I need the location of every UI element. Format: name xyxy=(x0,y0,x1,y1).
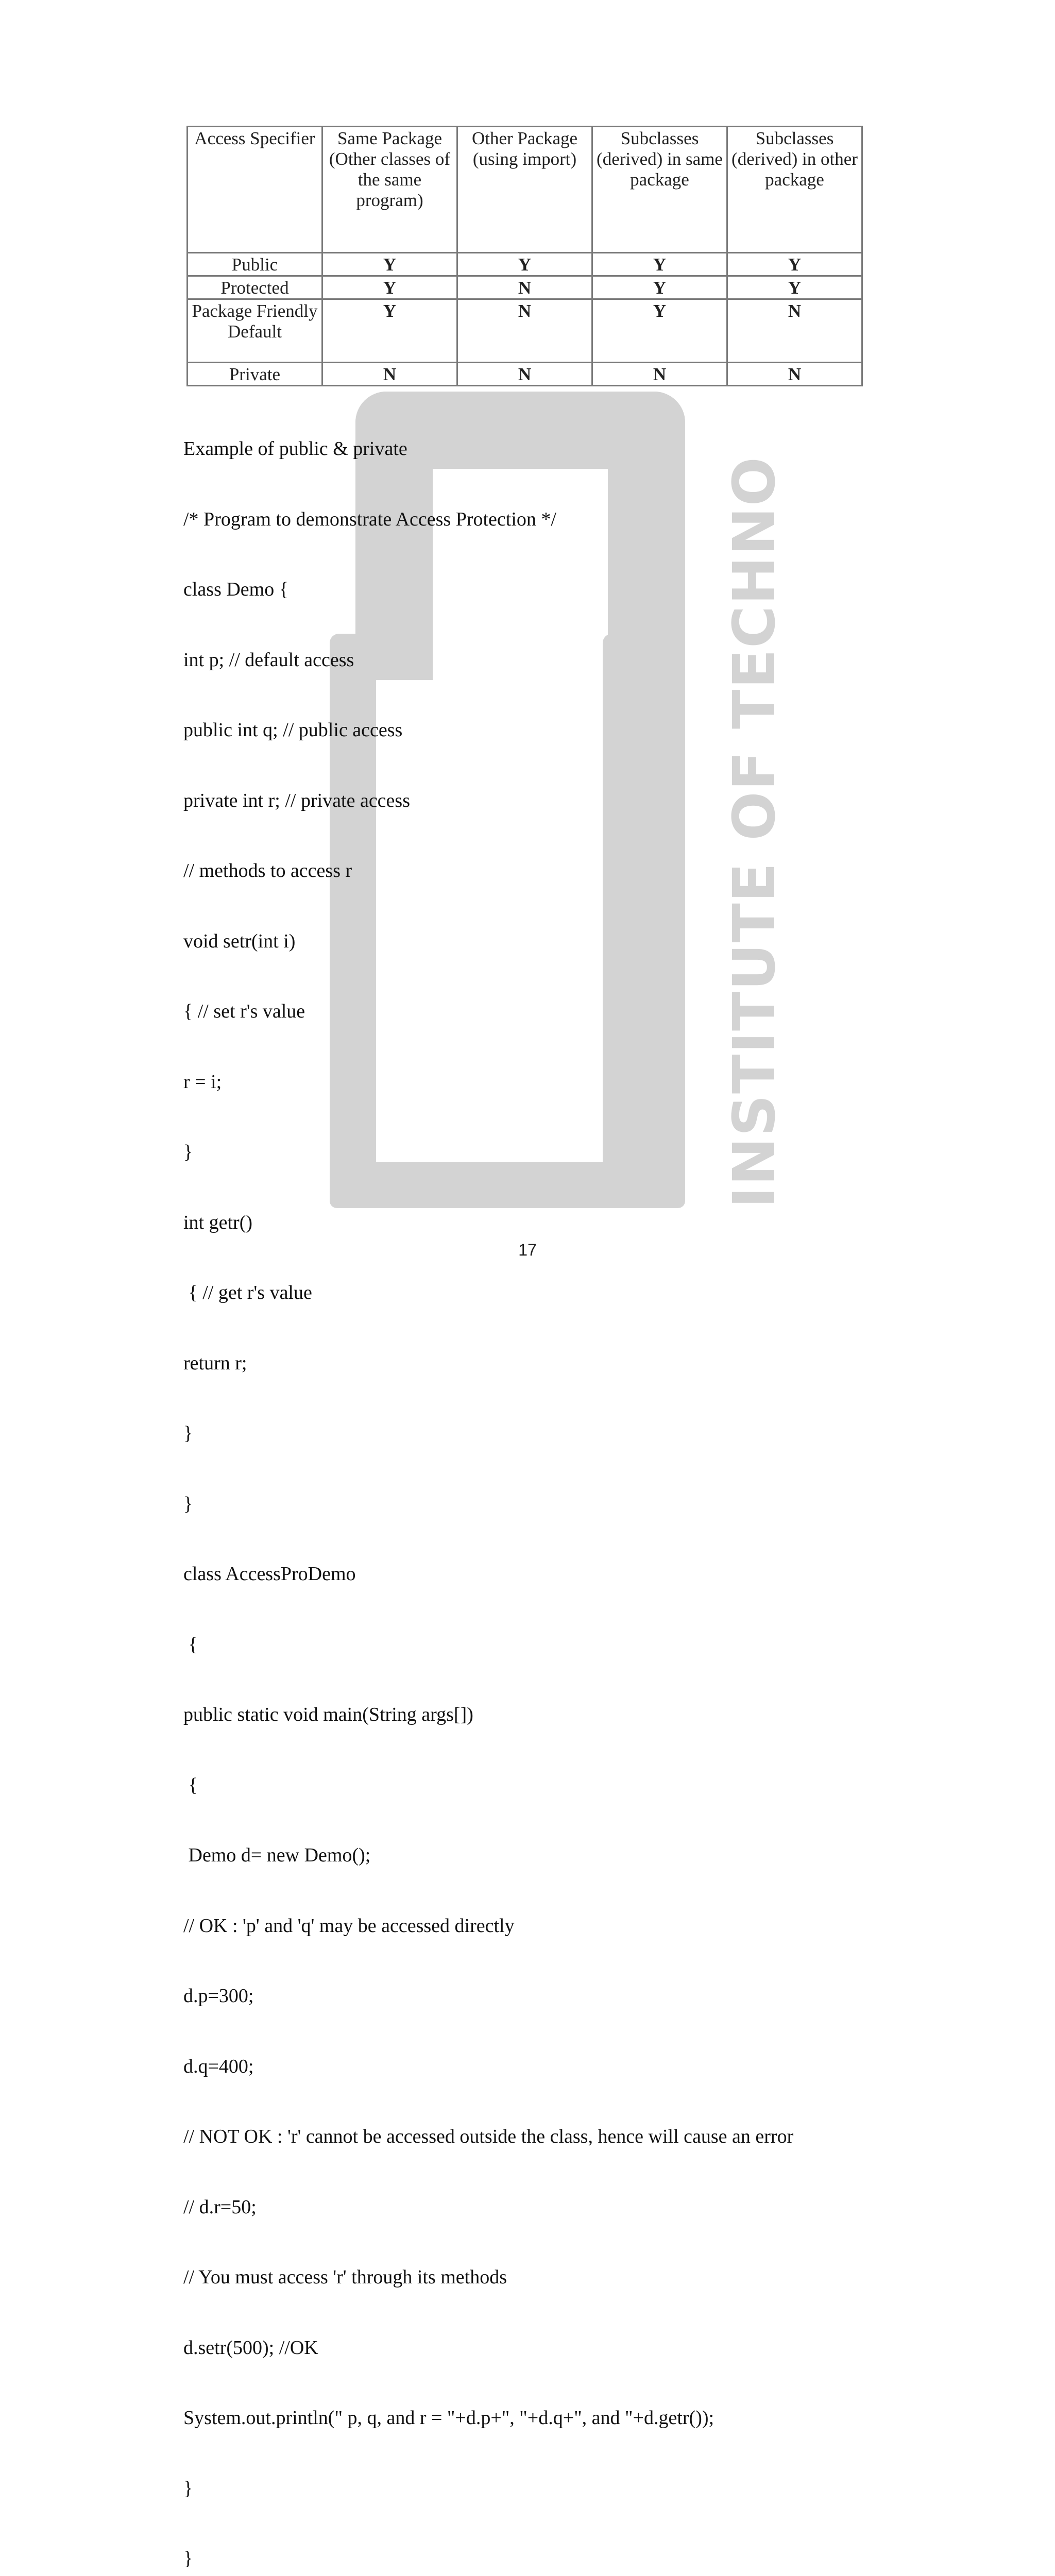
code-line: class Demo { xyxy=(183,579,288,600)
table-header-cell: Access Specifier xyxy=(188,127,322,253)
code-line: { // get r's value xyxy=(183,1282,312,1303)
page-number: 17 xyxy=(518,1241,537,1259)
code-line: void setr(int i) xyxy=(183,930,296,952)
code-line: } xyxy=(183,1422,193,1444)
code-line: public int q; // public access xyxy=(183,719,403,741)
row-label: Package Friendly Default xyxy=(188,299,322,363)
row-label: Private xyxy=(188,363,322,386)
code-line: System.out.println(" p, q, and r = "+d.p+", "+d.q+", and "+d.getr()); xyxy=(183,2407,714,2429)
code-line: // You must access 'r' through its methods xyxy=(183,2266,507,2288)
code-line: public static void main(String args[]) xyxy=(183,1704,473,1725)
code-line: r = i; xyxy=(183,1071,222,1093)
access-specifier-table xyxy=(186,126,863,386)
code-line: d.q=400; xyxy=(183,2055,254,2077)
code-line: class AccessProDemo xyxy=(183,1563,356,1585)
code-line: int p; // default access xyxy=(183,649,354,671)
code-line: } xyxy=(183,2548,193,2569)
table-cell: Y xyxy=(322,299,457,363)
code-line: d.setr(500); //OK xyxy=(183,2336,318,2359)
table-cell: N xyxy=(727,299,862,363)
table-cell: N xyxy=(592,363,727,386)
table-header-cell: Same Package (Other classes of the same program) xyxy=(322,127,457,253)
table-cell: N xyxy=(457,276,592,299)
code-line: d.p=300; xyxy=(183,1985,254,2007)
table-header-cell: Subclasses (derived) in same package xyxy=(592,127,727,253)
table-cell: Y xyxy=(592,253,727,276)
code-line: // methods to access r xyxy=(183,860,352,882)
table-cell: Y xyxy=(322,276,457,299)
table-cell: Y xyxy=(592,299,727,363)
table-cell: Y xyxy=(727,253,862,276)
code-line: int getr() xyxy=(183,1211,253,1233)
code-line: // NOT OK : 'r' cannot be accessed outside the class, hence will cause an error xyxy=(183,2126,794,2147)
table-header-cell: Subclasses (derived) in other package xyxy=(727,127,862,253)
code-line: return r; xyxy=(183,1352,247,1374)
table-cell: Y xyxy=(592,276,727,299)
watermark-text: INSTITUTE OF TECHNO xyxy=(721,456,788,1208)
code-line: } xyxy=(183,1493,193,1515)
table-cell: Y xyxy=(727,276,862,299)
code-line: // d.r=50; xyxy=(183,2196,257,2218)
code-line: { xyxy=(183,1633,198,1655)
code-line: Demo d= new Demo(); xyxy=(183,1844,371,1866)
code-line: private int r; // private access xyxy=(183,789,410,811)
code-line: } xyxy=(183,1141,193,1163)
code-listing xyxy=(183,391,793,2576)
table-header-row xyxy=(188,127,862,253)
row-label: Public xyxy=(188,253,322,276)
code-line: { // set r's value xyxy=(183,1001,305,1022)
code-line: { xyxy=(183,1774,198,1796)
table-cell: N xyxy=(457,299,592,363)
code-line: // OK : 'p' and 'q' may be accessed directly xyxy=(183,1914,515,1937)
table-cell: Y xyxy=(322,253,457,276)
code-line: /* Program to demonstrate Access Protection */ xyxy=(183,508,556,530)
row-label: Protected xyxy=(188,276,322,299)
code-line: } xyxy=(183,2477,193,2499)
table-cell: Y xyxy=(457,253,592,276)
table-cell: N xyxy=(727,363,862,386)
table-header-cell: Other Package (using import) xyxy=(457,127,592,253)
table-row xyxy=(188,253,862,276)
table-row xyxy=(188,299,862,363)
table-row xyxy=(188,276,862,299)
table-cell: N xyxy=(457,363,592,386)
code-line: Example of public & private xyxy=(183,438,407,460)
table-cell: N xyxy=(322,363,457,386)
table-row xyxy=(188,363,862,386)
